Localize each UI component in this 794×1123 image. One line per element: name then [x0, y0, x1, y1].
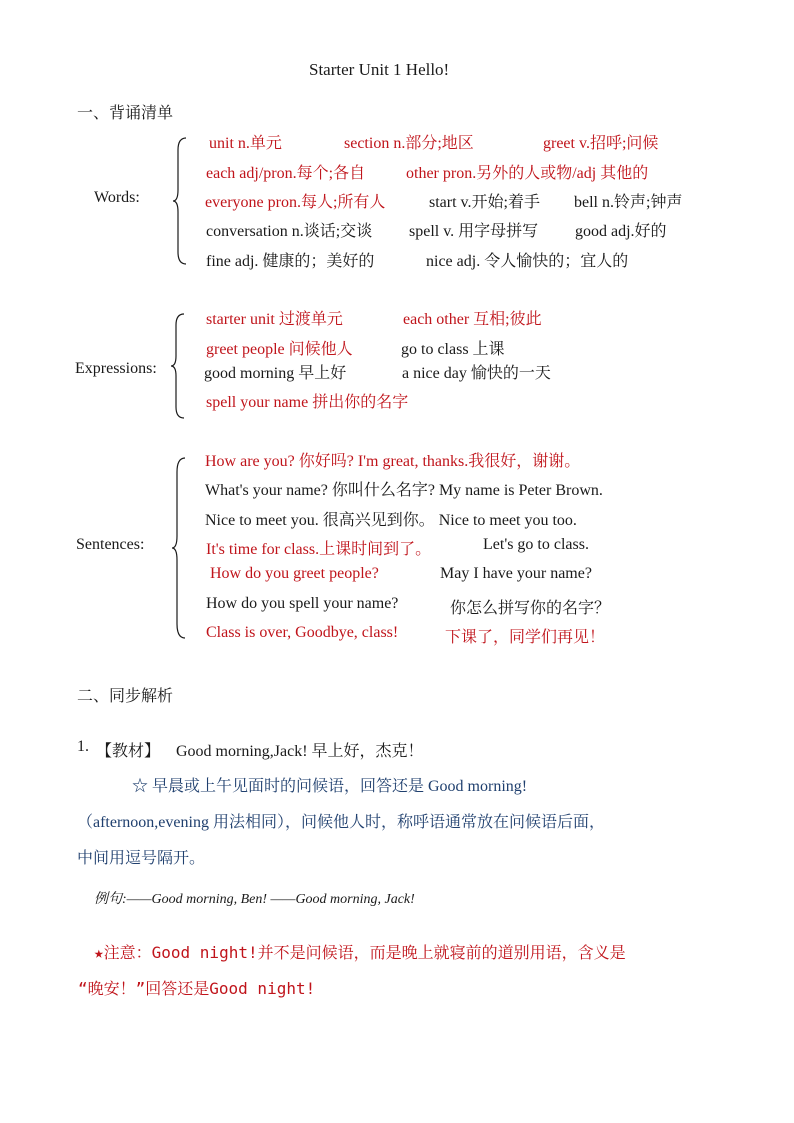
expression-spell-name: spell your name 拼出你的名字 — [206, 394, 409, 411]
page-title: Starter Unit 1 Hello! — [309, 60, 450, 79]
word-bell: bell n.铃声;钟声 — [574, 194, 683, 211]
expression-nice-day: a nice day 愉快的一天 — [402, 365, 551, 382]
expression-greet-people: greet people 问候他人 — [206, 341, 353, 358]
word-other: other pron.另外的人或物/adj 其他的 — [406, 165, 649, 182]
word-start: start v.开始;着手 — [429, 194, 540, 211]
analysis-item-text: Good morning,Jack! 早上好，杰克！ — [176, 743, 424, 760]
group-label-expressions: Expressions: — [75, 360, 157, 377]
brace-sentences — [171, 456, 187, 640]
word-everyone: everyone pron.每人;所有人 — [205, 194, 386, 211]
sentence-may-i: May I have your name? — [440, 565, 592, 582]
word-section: section n.部分;地区 — [344, 135, 474, 152]
word-spell: spell v. 用字母拼写 — [409, 223, 539, 240]
analysis-star-line: ☆ 早晨或上午见面时的问候语，回答还是 Good morning! — [132, 778, 528, 795]
word-unit: unit n.单元 — [209, 135, 282, 152]
expression-good-morning: good morning 早上好 — [204, 365, 347, 382]
group-label-words: Words: — [94, 189, 140, 206]
analysis-example: 例句:——Good morning, Ben! ——Good morning, Jack! — [94, 892, 415, 907]
analysis-usage-line2: 中间用逗号隔开。 — [77, 850, 206, 867]
section-heading-analysis: 二、同步解析 — [77, 688, 174, 705]
sentence-time-for-class: It's time for class.上课时间到了。 — [206, 541, 432, 558]
expression-each-other: each other 互相;彼此 — [403, 311, 542, 328]
word-good: good adj.好的 — [575, 223, 667, 240]
word-nice: nice adj. 令人愉快的；宜人的 — [426, 253, 629, 270]
sentence-whats-your-name: What's your name? 你叫什么名字? My name is Peter Brown. — [205, 482, 603, 499]
section-heading-recite-list: 一、背诵清单 — [77, 105, 174, 122]
analysis-usage-line: （afternoon,evening 用法相同），问候他人时，称呼语通常放在问候语后面， — [77, 814, 605, 831]
expression-starter-unit: starter unit 过渡单元 — [206, 311, 343, 328]
word-fine: fine adj. 健康的；美好的 — [206, 253, 375, 270]
brace-expressions — [170, 312, 186, 420]
sentence-class-over-cn: 下课了，同学们再见！ — [445, 629, 606, 646]
sentence-how-are-you: How are you? 你好吗? I'm great, thanks.我很好，谢谢。 — [205, 453, 581, 470]
analysis-item-tag: 【教材】 — [96, 743, 161, 760]
brace-words — [172, 136, 188, 266]
analysis-item-number: 1. — [77, 738, 89, 755]
sentence-how-greet: How do you greet people? — [210, 565, 379, 582]
word-conversation: conversation n.谈话;交谈 — [206, 223, 373, 240]
sentence-how-spell-cn: 你怎么拼写你的名字？ — [450, 600, 611, 617]
word-greet: greet v.招呼;问候 — [543, 135, 659, 152]
sentence-lets-go: Let's go to class. — [483, 536, 589, 553]
analysis-note-line2: “晚安！”回答还是Good night! — [78, 979, 316, 998]
sentence-how-spell: How do you spell your name? — [206, 595, 399, 612]
sentence-class-over: Class is over, Goodbye, class! — [206, 624, 399, 641]
word-each: each adj/pron.每个;各自 — [206, 165, 366, 182]
analysis-note-line1: ★注意：Good night!并不是问候语，而是晚上就寝前的道别用语，含义是 — [94, 943, 626, 962]
sentence-nice-to-meet-you: Nice to meet you. 很高兴见到你。 Nice to meet you too. — [205, 512, 577, 529]
group-label-sentences: Sentences: — [76, 536, 145, 553]
expression-go-to-class: go to class 上课 — [401, 341, 505, 358]
